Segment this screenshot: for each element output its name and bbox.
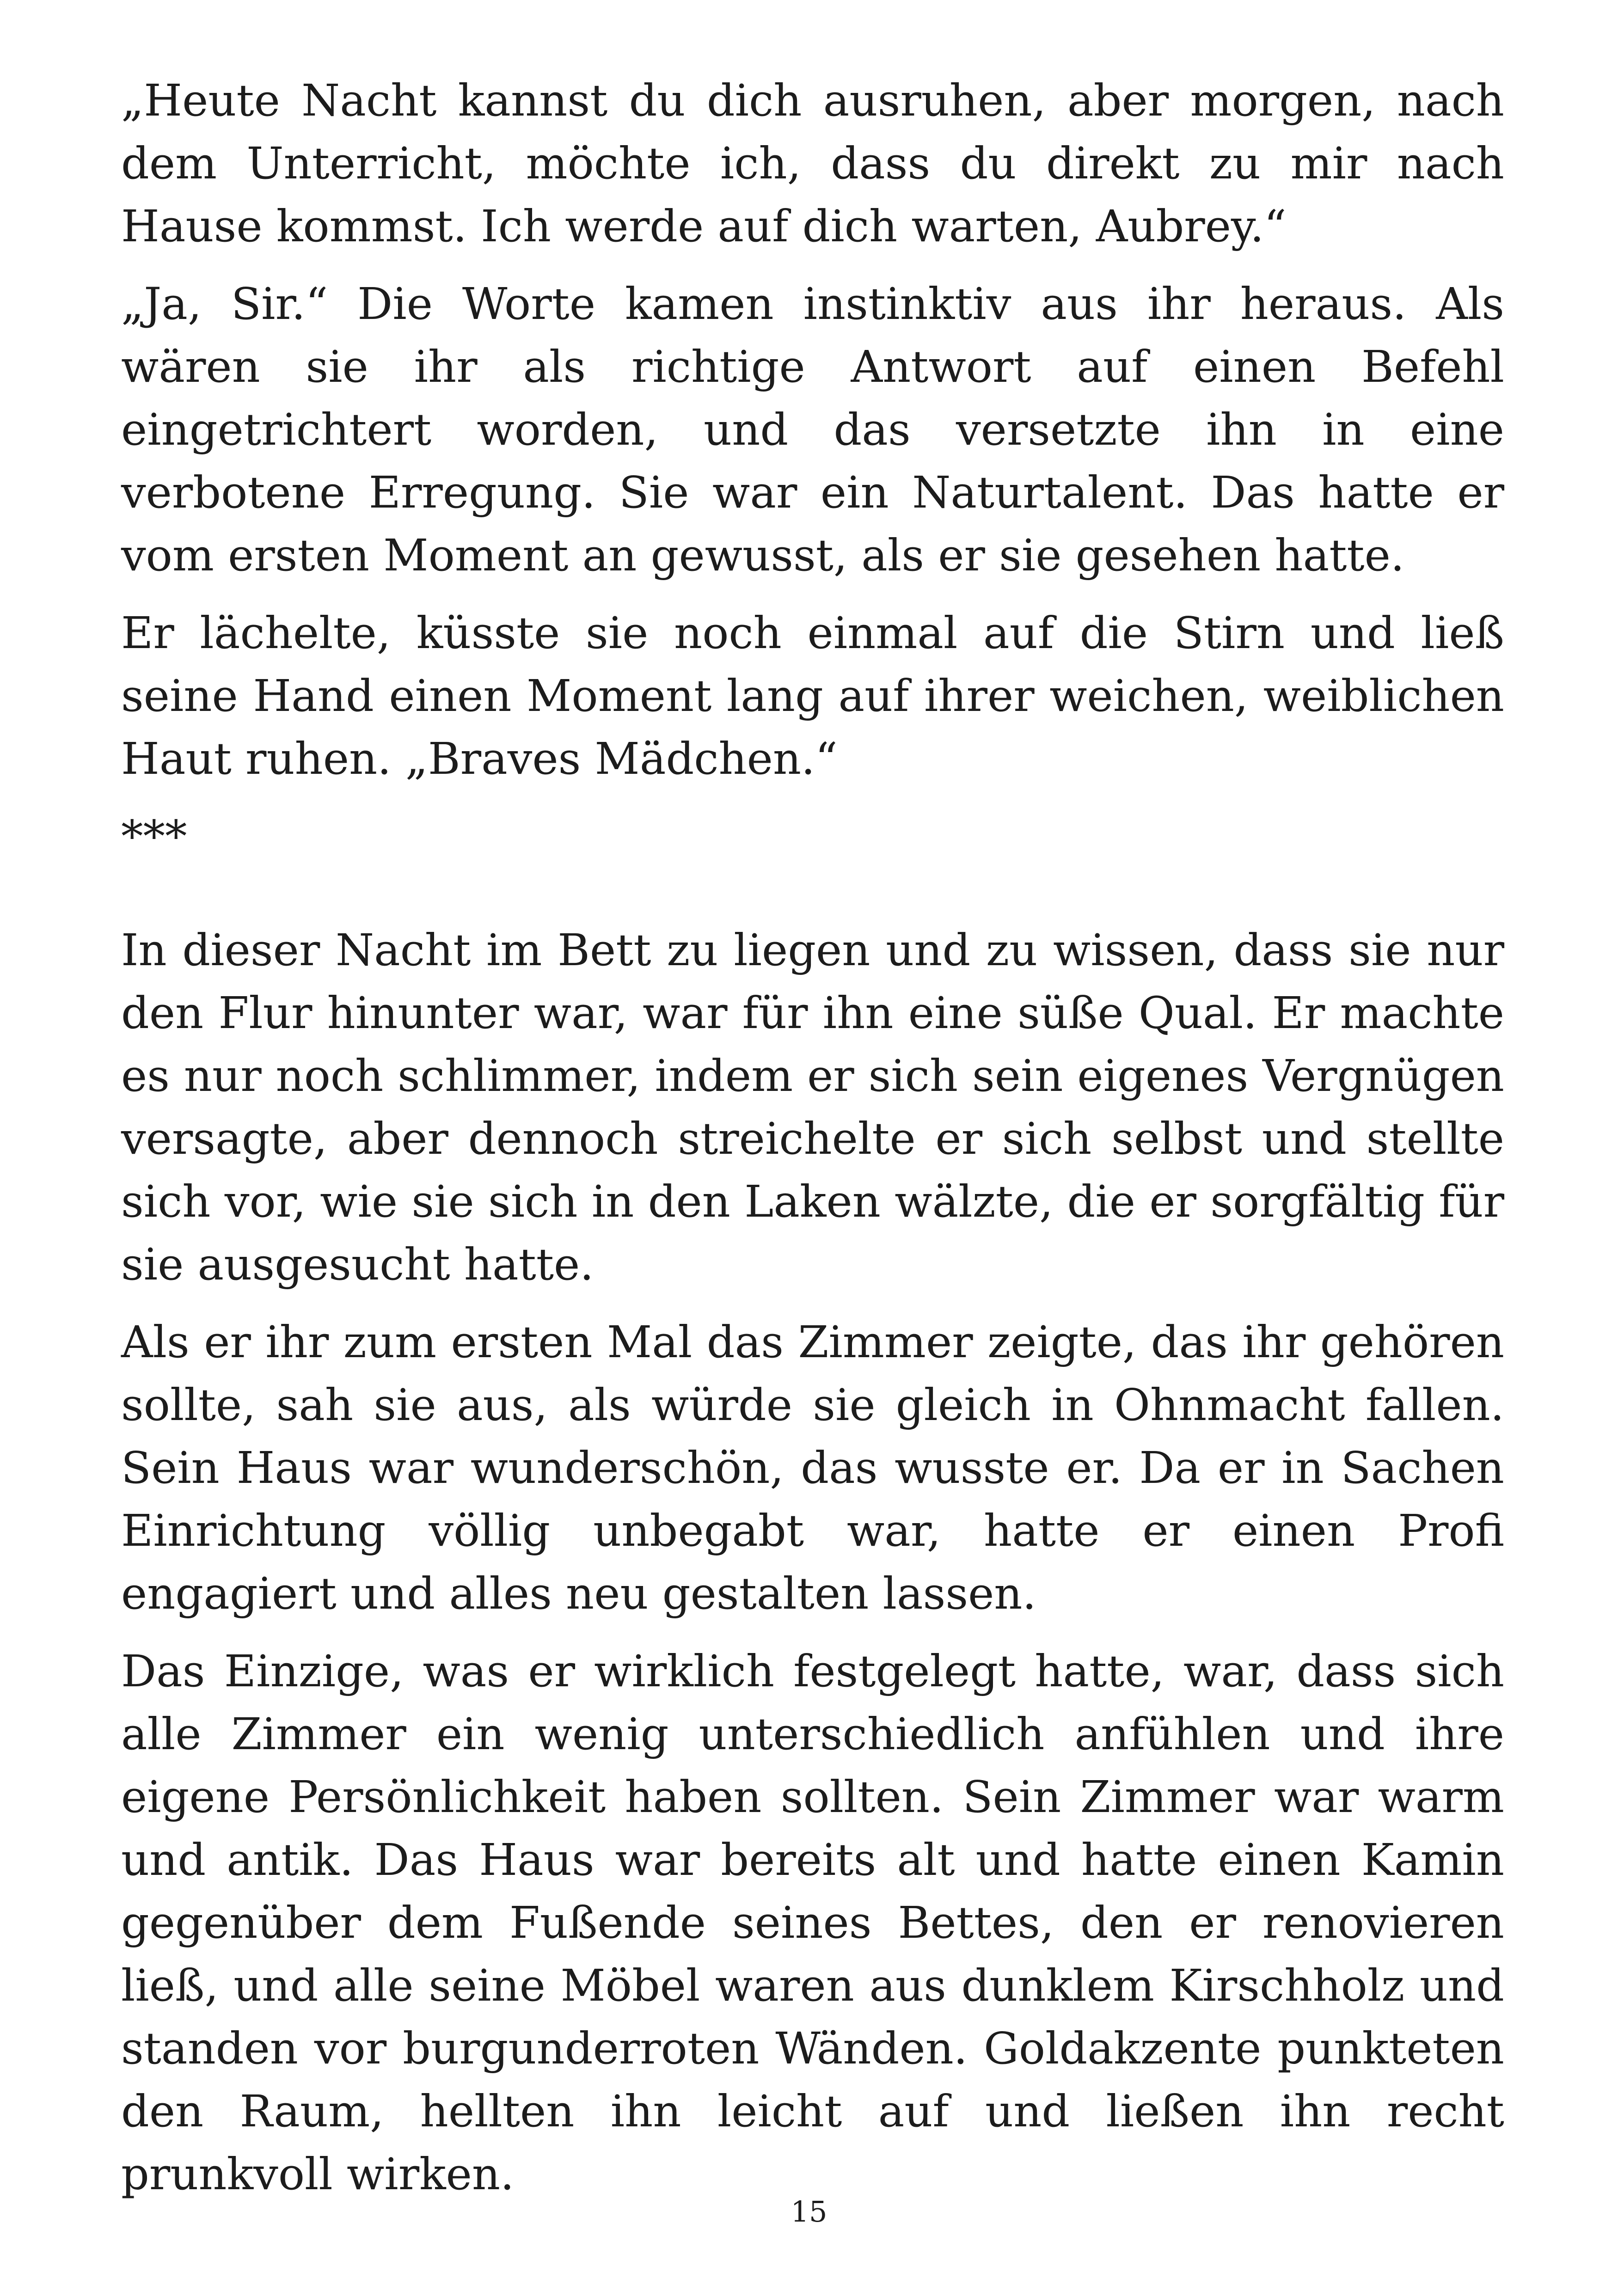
page-number: 15 xyxy=(791,2195,827,2229)
paragraph-1: „Heute Nacht kannst du dich ausruhen, aber morgen, nach dem Unterricht, möchte ich, dass du direkt zu mir nach Hause kommst. Ich werde auf dich warten, Aubrey.“ xyxy=(121,75,1504,252)
paragraph-2: „Ja, Sir.“ Die Worte kamen instinktiv aus ihr heraus. Als wären sie ihr als richtige Antwort auf einen Befehl eingetrichtert worden, und das versetzte ihn in eine verbotene Erregung. Sie war ein Naturtalent. Das hatte er vom ersten Moment an gewusst, als er sie gesehen hatte. xyxy=(121,279,1504,581)
paragraph-6: Das Einzige, was er wirklich festgelegt hatte, war, dass sich alle Zimmer ein wenig unterschiedlich anfühlen und ihre eigene Persönlichkeit haben sollten. Sein Zimmer war warm und antik. Das Haus war bereits alt und hatte einen Kamin gegenüber dem Fußende seines Bettes, den er renovieren ließ, und alle seine Möbel waren aus dunklem Kirschholz und standen vor burgunderroten Wänden. Goldakzente punkteten den Raum, hellten ihn leicht auf und ließen ihn recht prunkvoll wirken. xyxy=(121,1646,1504,2200)
paragraph-4: In dieser Nacht im Bett zu liegen und zu wissen, dass sie nur den Flur hinunter war, war für ihn eine süße Qual. Er machte es nur noch schlimmer, indem er sich sein eigenes Vergnügen versagte, aber dennoch streichelte er sich selbst und stellte sich vor, wie sie sich in den Laken wälzte, die er sorgfältig für sie ausgesucht hatte. xyxy=(121,925,1504,1290)
body-text xyxy=(121,69,1504,2221)
scene-break: *** xyxy=(121,811,187,862)
paragraph-3: Er lächelte, küsste sie noch einmal auf die Stirn und ließ seine Hand einen Moment lang auf ihrer weichen, weiblichen Haut ruhen. „Braves Mädchen.“ xyxy=(121,608,1504,784)
paragraph-5: Als er ihr zum ersten Mal das Zimmer zeigte, das ihr gehören sollte, sah sie aus, als würde sie gleich in Ohnmacht fallen. Sein Haus war wunderschön, das wusste er. Da er in Sachen Einrichtung völlig unbegabt war, hatte er einen Profi engagiert und alles neu gestalten lassen. xyxy=(121,1317,1504,1619)
